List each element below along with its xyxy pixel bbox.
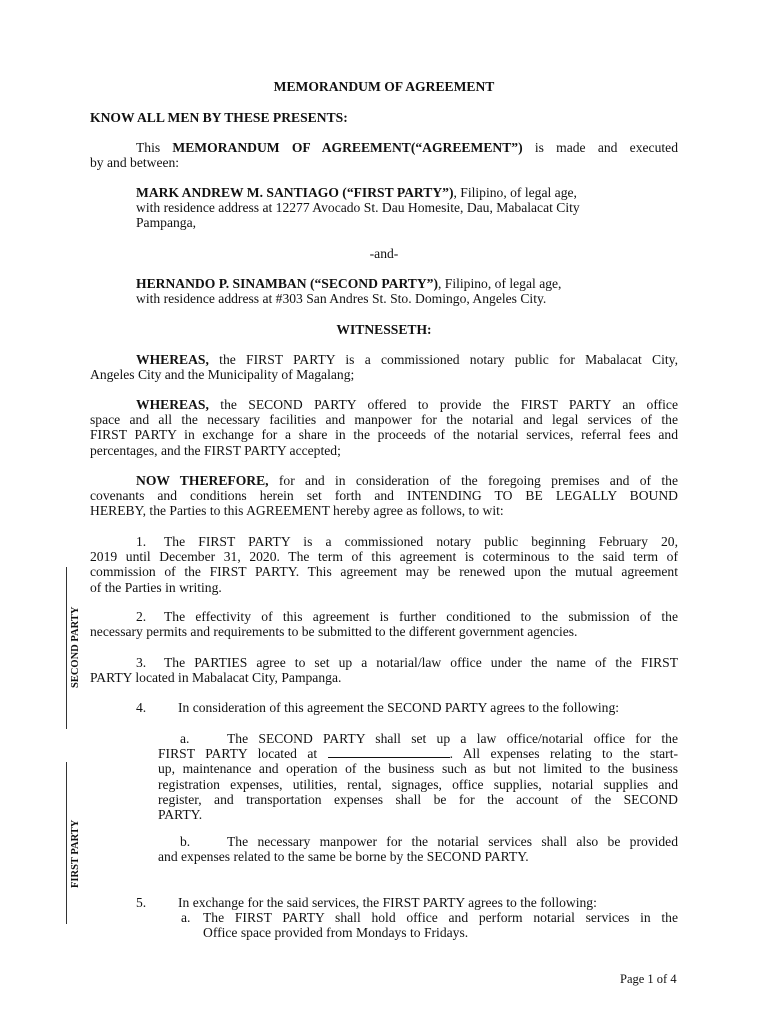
first-party-block: MARK ANDREW M. SANTIAGO (“FIRST PARTY”), Filipino, of legal age, with residence address at 12277 Avocado St. Dau Homesite, Dau, Mabalacat City Pampanga, bbox=[136, 185, 580, 231]
clause-5a: a. The FIRST PARTY shall hold office and perform notarial services in the Office space provided from Mondays to Fridays. bbox=[181, 910, 678, 941]
clause-number: 4. bbox=[136, 700, 147, 715]
first-party-initial-line bbox=[66, 762, 67, 924]
page-number: Page 1 of 4 bbox=[620, 972, 677, 986]
and-separator: -and- bbox=[369, 246, 399, 261]
clause-number: 1. bbox=[136, 534, 147, 549]
clause-2: 2. The effectivity of this agreement is further conditioned to the submission of the necessary permits and requirements to be submitted to the different government agencies. bbox=[90, 609, 678, 640]
document-title: MEMORANDUM OF AGREEMENT bbox=[273, 79, 495, 94]
witnesseth-heading: WITNESSETH: bbox=[336, 322, 432, 337]
clause-4b: b. The necessary manpower for the notarial services shall also be provided and expenses related to the same be borne by the SECOND PARTY. bbox=[158, 834, 678, 865]
whereas-paragraph-1: WHEREAS, the FIRST PARTY is a commissioned notary public for Mabalacat City, Angeles City and the Municipality of Magalang; bbox=[90, 352, 678, 383]
clause-number: 2. bbox=[136, 609, 147, 624]
whereas-paragraph-2: WHEREAS, the SECOND PARTY offered to provide the FIRST PARTY an office space and all the necessary facilities and manpower for the notarial and legal services of the FIRST PARTY in exchange for a share in the proceeds of the notarial services, referral fees and percentages, and the FIRST PARTY accepted; bbox=[90, 397, 678, 458]
clause-3: 3. The PARTIES agree to set up a notarial/law office under the name of the FIRST PARTY located in Mabalacat City, Pampanga. bbox=[90, 655, 678, 686]
location-blank-line bbox=[328, 747, 450, 758]
second-party-block: HERNANDO P. SINAMBAN (“SECOND PARTY”), Filipino, of legal age, with residence address at #303 San Andres St. Sto. Domingo, Angeles City. bbox=[136, 276, 562, 307]
clause-1: 1. The FIRST PARTY is a commissioned notary public beginning February 20, 2019 until December 31, 2020. The term of this agreement is coterminous to the said term of commission of the FIRST PARTY. This agreement may be renewed upon the mutual agreement of the Parties in writing. bbox=[90, 534, 678, 595]
now-therefore-paragraph: NOW THEREFORE, for and in consideration of the foregoing premises and of the covenants and conditions herein set forth and INTENDING TO BE LEGALLY BOUND HEREBY, the Parties to this AGREEMENT hereby agree as follows, to wit: bbox=[90, 473, 678, 519]
intro-paragraph: This MEMORANDUM OF AGREEMENT(“AGREEMENT”) is made and executed by and between: bbox=[90, 140, 678, 171]
clause-number: 5. bbox=[136, 895, 147, 910]
second-party-initial-line bbox=[66, 567, 67, 729]
clause-4: 4. In consideration of this agreement the SECOND PARTY agrees to the following: bbox=[136, 700, 620, 715]
clause-4a: a. The SECOND PARTY shall set up a law office/notarial office for the FIRST PARTY located at . All expenses relating to the start- up, maintenance and operation of the business such as but not limited to the business registration expenses, utilities, rental, signages, office supplies, notarial supplies and register, and transportation expenses shall be for the account of the SECOND PARTY. bbox=[158, 731, 678, 823]
know-all-heading: KNOW ALL MEN BY THESE PRESENTS: bbox=[90, 110, 348, 125]
clause-number: 3. bbox=[136, 655, 147, 670]
document-page: MEMORANDUM OF AGREEMENT KNOW ALL MEN BY THESE PRESENTS: This MEMORANDUM OF AGREEMENT(“AGREEMENT”) is made and executed by and between: MARK ANDREW M. SANTIAGO (“FIRST PARTY”), Filipino, of legal age, with residence address at 12277 Avocado St. Dau Homesite, Dau, Mabalacat City Pampanga, -and- HERNANDO P. SINAMBAN (“SECOND PARTY”), Filipino, of legal age, with residence address at #303 San Andres St. Sto. Domingo, Angeles City. WITNESSETH: WHEREAS, the FIRST PARTY is a commissioned notary public for Mabalacat City, Angeles City and the Municipality of Magalang; WHEREAS, the SECOND PARTY offered to provide the FIRST PARTY an office space and all the necessary facilities and manpower for the notarial and legal services of the FIRST PARTY in exchange for a share in the proceeds of the notarial services, referral fees and percentages, and the FIRST PARTY accepted; NOW THEREFORE, for and in consideration of the foregoing premises and of the covenants and conditions herein set forth and INTENDING TO BE LEGALLY BOUND HEREBY, the Parties to this AGREEMENT hereby agree as follows, to wit: 1. The FIRST PARTY is a commissioned notary public beginning February 20, 2019 until December 31, 2020. The term of this agreement is coterminous to the said term of commission of the FIRST PARTY. This agreement may be renewed upon the mutual agreement of the Parties in writing. 2. The effectivity of this agreement is further conditioned to the submission of the necessary permits and requirements to be submitted to the different government agencies. 3. The PARTIES agree to set up a notarial/law office under the name of the FIRST PARTY located in Mabalacat City, Pampanga. 4. In consideration of this agreement the SECOND PARTY agrees to the following: a. The SECOND PARTY shall set up a law office/notarial office for the FIRST PARTY located at . All expenses relating to the start- up, maintenance and operation of the business such as but not limited to the business registration expenses, utilities, rental, signages, office supplies, notarial supplies and register, and transportation expenses shall be for the account of the SECOND PARTY. b. The necessary manpower for the notarial services shall also be provided and expenses related to the same be borne by the SECOND PARTY. 5. In exchange for the said services, the FIRST PARTY agrees to the following: a. The FIRST PARTY shall hold office and perform notarial services in the Office space provided from Mondays to Fridays. SECOND PARTY FIRST PARTY Page 1 of 4 bbox=[0, 0, 768, 1024]
clause-5: 5. In exchange for the said services, the FIRST PARTY agrees to the following: bbox=[136, 895, 597, 910]
